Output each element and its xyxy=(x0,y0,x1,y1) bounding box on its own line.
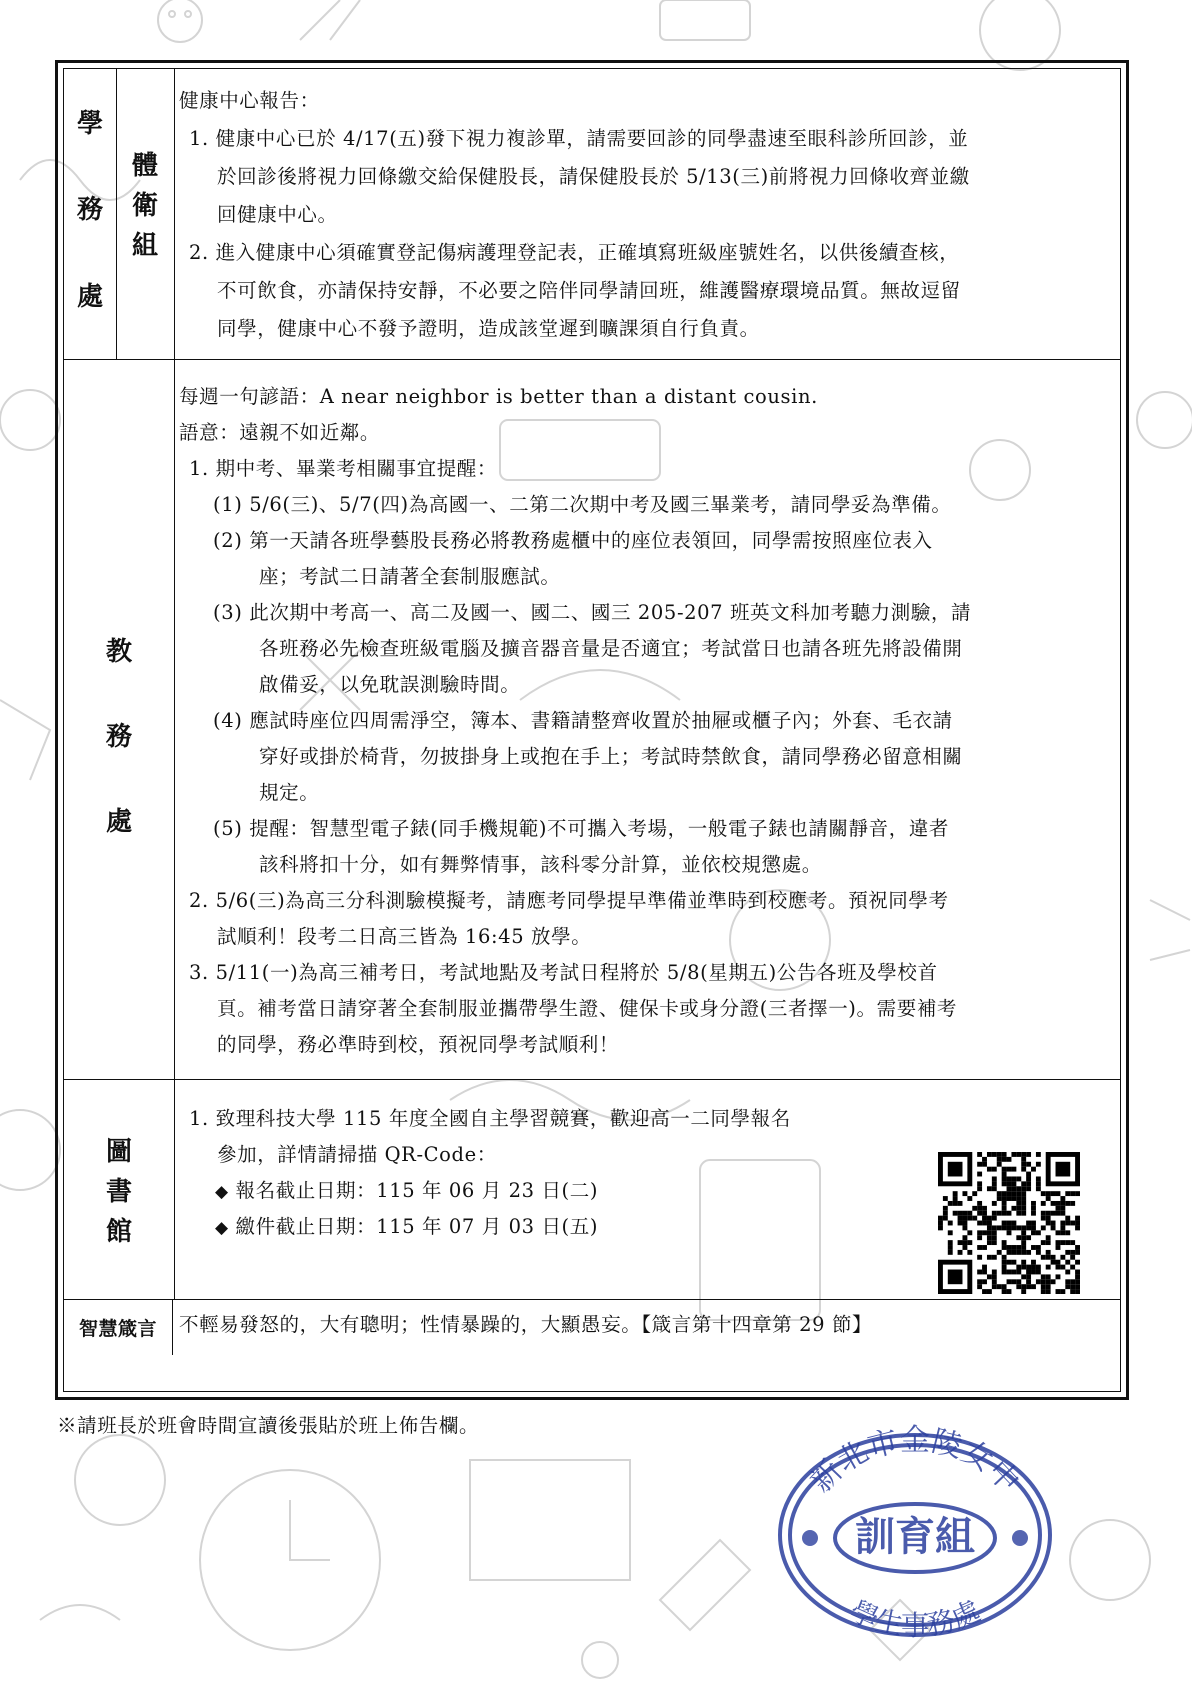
notice-line: (4) 應試時座位四周需淨空，簿本、書籍請整齊收置於抽屜或櫃子內；外套、毛衣請 xyxy=(213,709,953,732)
section-heading: 健康中心報告： xyxy=(179,89,320,112)
diamond-bullet-icon: ◆ xyxy=(215,1218,229,1238)
row-student-affairs xyxy=(64,69,1120,360)
weekly-proverb: 每週一句諺語：A near neighbor is better than a distant cousin. xyxy=(179,385,818,408)
subdept-char: 衛 xyxy=(131,191,158,221)
subdept-char: 組 xyxy=(131,231,158,261)
notice-line: 3. 5/11(一)為高三補考日，考試地點及考試日程將於 5/8(星期五)公告各班及學校首 xyxy=(189,961,938,984)
notice-line: 不可飲食，亦請保持安靜，不必要之陪伴同學請回班，維護醫療環境品質。無故逗留 xyxy=(217,279,961,302)
notice-line: 參加，詳情請掃描 QR-Code： xyxy=(217,1143,497,1166)
dept-label-academic-affairs xyxy=(64,359,175,1079)
wisdom-text xyxy=(173,1299,1120,1355)
notice-line: (5) 提醒：智慧型電子錶(同手機規範)不可攜入考場，一般電子錶也請關靜音，違者 xyxy=(213,817,950,840)
wisdom-label: 智慧箴言 xyxy=(64,1299,173,1355)
dept-char: 館 xyxy=(105,1217,132,1247)
notice-line: 規定。 xyxy=(259,781,320,804)
stamp-arc-bottom: 學生事務處 xyxy=(844,1594,986,1640)
footer-note: ※請班長於班會時間宣讀後張貼於班上佈告欄。 xyxy=(57,1414,480,1437)
stamp-arc-top: 新北市金陵女中 xyxy=(803,1423,1027,1500)
notice-line: (1) 5/6(三)、5/7(四)為高國一、二第二次期中考及國三畢業考，請同學妥為準備。 xyxy=(213,493,952,516)
notice-line: 各班務必先檢查班級電腦及擴音器音量是否適宜；考試當日也請各班先將設備開 xyxy=(259,637,963,660)
dept-char: 務 xyxy=(76,195,103,225)
notice-line: 1. 健康中心已於 4/17(五)發下視力複診單，請需要回診的同學盡速至眼科診所回診，並 xyxy=(189,127,969,150)
dept-char: 學 xyxy=(76,109,103,139)
notice-line: 頁。補考當日請穿著全套制服並攜帶學生證、健保卡或身分證(三者擇一)。需要補考 xyxy=(217,997,958,1020)
notice-line: 的同學，務必準時到校，預祝同學考試順利！ xyxy=(217,1033,620,1056)
row-academic-affairs xyxy=(64,359,1120,1080)
deadline-text: 報名截止日期：115 年 06 月 23 日(二) xyxy=(235,1179,599,1202)
subdept-char: 體 xyxy=(131,151,158,181)
notice-line: 該科將扣十分，如有舞弊情事，該科零分計算，並依校規懲處。 xyxy=(259,853,822,876)
dept-char: 務 xyxy=(105,722,132,752)
dept-label-library xyxy=(64,1079,175,1299)
notice-line: 回健康中心。 xyxy=(217,203,338,226)
health-center-report xyxy=(175,69,1120,359)
notice-line: (2) 第一天請各班學藝股長務必將教務處櫃中的座位表領回，同學需按照座位表入 xyxy=(213,529,933,552)
notice-line: 於回診後將視力回條繳交給保健股長，請保健股長於 5/13(三)前將視力回條收齊並繳 xyxy=(217,165,970,188)
dept-char: 書 xyxy=(105,1177,132,1207)
flower-icon xyxy=(1012,1530,1028,1546)
deadline-text: 繳件截止日期：115 年 07 月 03 日(五) xyxy=(235,1215,599,1238)
notice-line: 1. 期中考、畢業考相關事宜提醒： xyxy=(189,457,498,480)
subdept-label-health xyxy=(116,69,175,359)
stamp-center: 訓育組 xyxy=(855,1513,975,1560)
notice-line: 2. 5/6(三)為高三分科測驗模擬考，請應考同學提早準備並準時到校應考。預祝同學考 xyxy=(189,889,949,912)
notice-line: 1. 致理科技大學 115 年度全國自主學習競賽，歡迎高一二同學報名 xyxy=(189,1107,791,1130)
dept-char: 處 xyxy=(105,807,132,837)
qr-code[interactable] xyxy=(938,1152,1080,1294)
notice-line: (3) 此次期中考高一、高二及國一、國二、國三 205-207 班英文科加考聽力測驗，請 xyxy=(213,601,972,624)
notice-line: 穿好或掛於椅背，勿披掛身上或抱在手上；考試時禁飲食，請同學務必留意相關 xyxy=(259,745,963,768)
school-stamp xyxy=(770,1420,1060,1640)
deadline-item xyxy=(215,1179,598,1202)
dept-char: 教 xyxy=(105,637,132,667)
notice-line: 試順利！段考二日高三皆為 16:45 放學。 xyxy=(217,925,592,948)
notice-line: 2. 進入健康中心須確實登記傷病護理登記表，正確填寫班級座號姓名，以供後續查核， xyxy=(189,241,960,264)
deadline-item xyxy=(215,1215,598,1238)
wisdom-verse: 不輕易發怒的，大有聰明；性情暴躁的，大顯愚妄。【箴言第十四章第 29 節】 xyxy=(179,1313,873,1336)
dept-label-student-affairs xyxy=(64,69,117,359)
notice-line: 座；考試二日請著全套制服應試。 xyxy=(259,565,561,588)
notice-line: 同學，健康中心不發予證明，造成該堂遲到曠課須自行負責。 xyxy=(217,317,760,340)
proverb-meaning: 語意：遠親不如近鄰。 xyxy=(179,421,381,444)
diamond-bullet-icon: ◆ xyxy=(215,1182,229,1202)
row-wisdom xyxy=(64,1299,1120,1395)
academic-notices xyxy=(175,359,1120,1079)
dept-char: 圖 xyxy=(105,1137,132,1167)
notice-line: 啟備妥，以免耽誤測驗時間。 xyxy=(259,673,521,696)
dept-char: 處 xyxy=(76,282,103,312)
flower-icon xyxy=(802,1530,818,1546)
